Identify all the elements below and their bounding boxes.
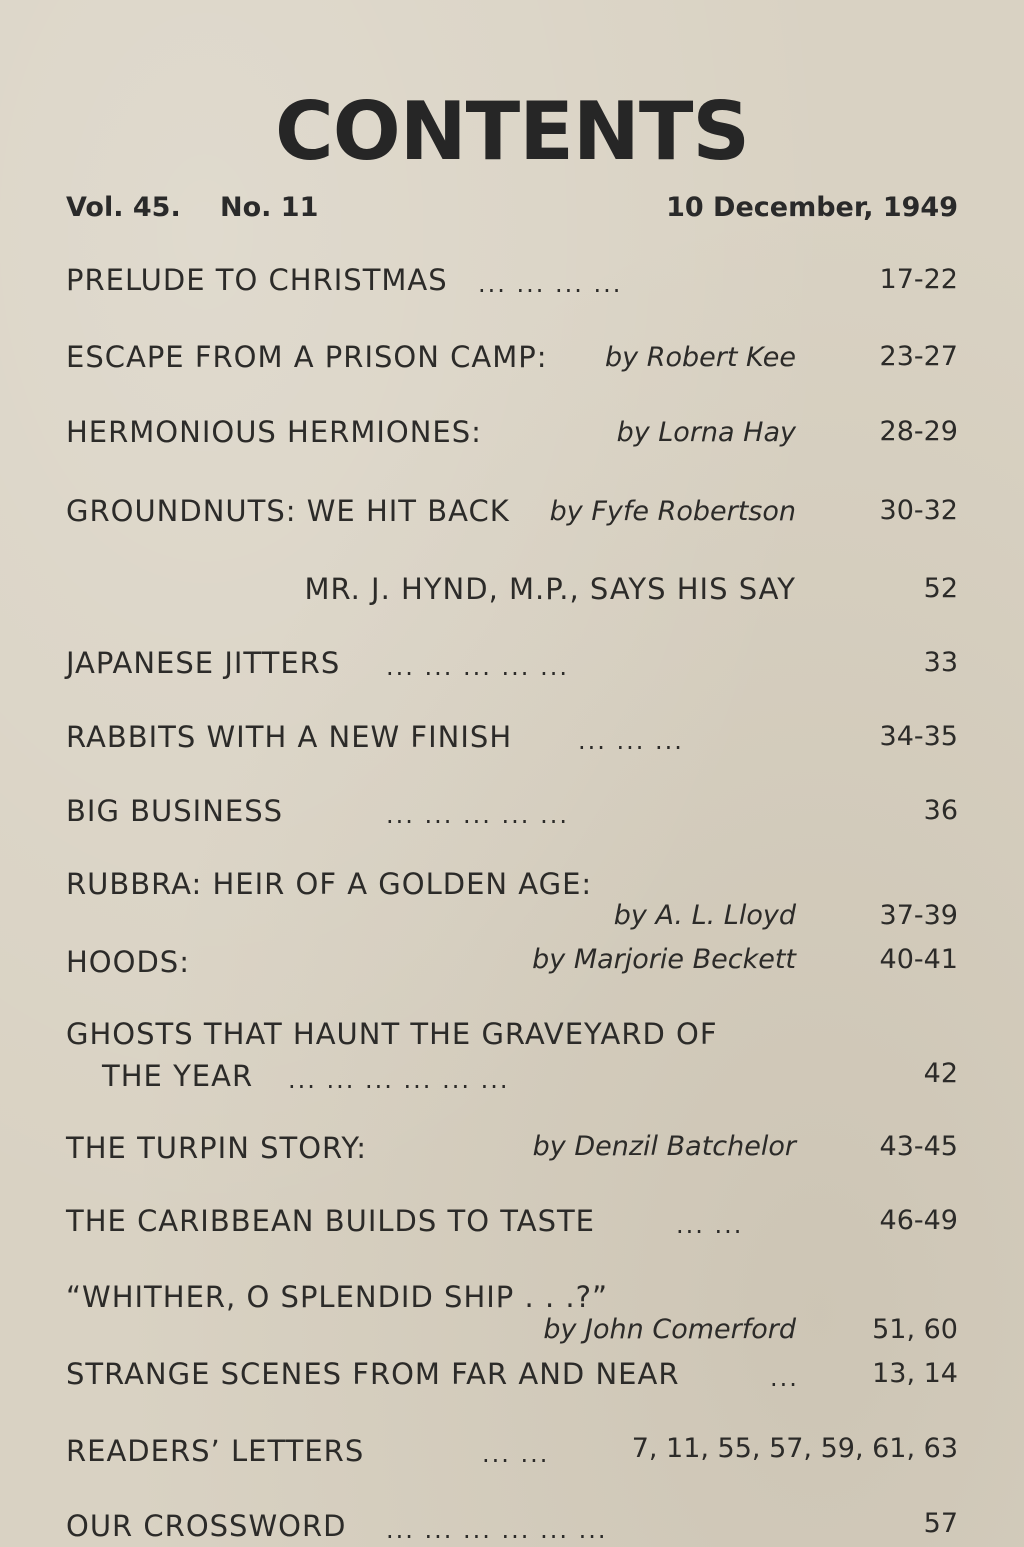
entry-pages: 37-39 <box>879 900 958 931</box>
entry-title: RUBBRA: HEIR OF A GOLDEN AGE: <box>66 867 593 901</box>
entry-title: MR. J. HYND, M.P., SAYS HIS SAY <box>304 572 796 606</box>
entry-pages: 42 <box>923 1058 958 1089</box>
entry-leader-dots: ... ... ... <box>578 727 684 755</box>
entry-leader-dots: ... ... ... ... ... <box>386 653 569 681</box>
entry-title: READERS’ LETTERS <box>66 1434 365 1468</box>
entry-title: “WHITHER, O SPLENDID SHIP . . .?” <box>66 1280 609 1314</box>
entry-title: PRELUDE TO CHRISTMAS <box>66 263 448 297</box>
entry-title: HERMONIOUS HERMIONES: <box>66 415 482 449</box>
issue-number: No. 11 <box>220 192 319 223</box>
issue-date: 10 December, 1949 <box>666 192 958 223</box>
entry-pages: 52 <box>923 573 958 604</box>
entry-pages: 34-35 <box>879 721 958 752</box>
entry-byline: by Fyfe Robertson <box>549 496 796 527</box>
entry-pages: 30-32 <box>879 495 958 526</box>
entry-title: THE CARIBBEAN BUILDS TO TASTE <box>66 1204 596 1238</box>
page-title: CONTENTS <box>274 85 750 178</box>
entry-pages: 40-41 <box>879 944 958 975</box>
entry-title: OUR CROSSWORD <box>66 1509 347 1543</box>
entry-pages: 7, 11, 55, 57, 59, 61, 63 <box>631 1433 958 1464</box>
volume-number: Vol. 45. <box>66 192 181 223</box>
entry-title: JAPANESE JITTERS <box>66 646 341 680</box>
entry-title: GHOSTS THAT HAUNT THE GRAVEYARD OF <box>66 1017 718 1051</box>
entry-title: HOODS: <box>66 945 190 979</box>
entry-leader-dots: ... <box>770 1364 799 1392</box>
entry-pages: 43-45 <box>879 1131 958 1162</box>
entry-title: RABBITS WITH A NEW FINISH <box>66 720 513 754</box>
entry-pages: 57 <box>923 1508 958 1539</box>
entry-leader-dots: ... ... ... ... <box>478 270 623 298</box>
entry-leader-dots: ... ... <box>676 1211 744 1239</box>
entry-pages: 51, 60 <box>872 1314 958 1345</box>
entry-byline: by John Comerford <box>543 1314 796 1345</box>
entry-pages: 13, 14 <box>872 1358 958 1389</box>
entry-byline: by Robert Kee <box>605 342 796 373</box>
entry-title: THE TURPIN STORY: <box>66 1131 367 1165</box>
entry-title: BIG BUSINESS <box>66 794 284 828</box>
entry-leader-dots: ... ... ... ... ... <box>386 801 569 829</box>
entry-byline: by Marjorie Beckett <box>532 944 796 975</box>
entry-title: STRANGE SCENES FROM FAR AND NEAR <box>66 1357 680 1391</box>
entry-title: GROUNDNUTS: WE HIT BACK <box>66 494 510 528</box>
entry-title-continued: THE YEAR <box>102 1059 254 1093</box>
entry-pages: 33 <box>923 647 958 678</box>
entry-byline: by A. L. Lloyd <box>613 900 796 931</box>
entry-pages: 28-29 <box>879 416 958 447</box>
entry-leader-dots: ... ... ... ... ... ... <box>386 1516 608 1544</box>
entry-byline: by Denzil Batchelor <box>532 1131 796 1162</box>
entry-leader-dots: ... ... <box>482 1440 550 1468</box>
entry-pages: 17-22 <box>879 264 958 295</box>
entry-pages: 46-49 <box>879 1205 958 1236</box>
entry-title: ESCAPE FROM A PRISON CAMP: <box>66 340 548 374</box>
entry-leader-dots: ... ... ... ... ... ... <box>288 1066 510 1094</box>
entry-pages: 36 <box>923 795 958 826</box>
entry-byline: by Lorna Hay <box>616 417 796 448</box>
entry-pages: 23-27 <box>879 341 958 372</box>
